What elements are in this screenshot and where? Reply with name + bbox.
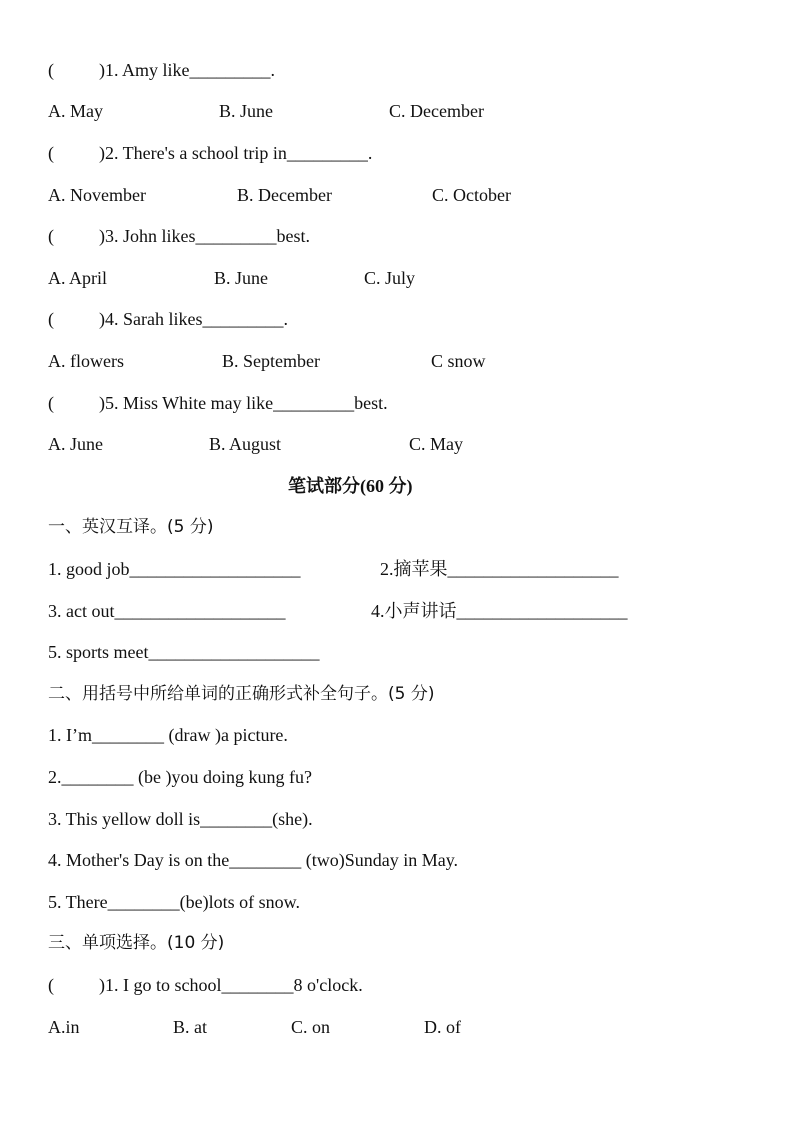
- section-1-heading: 一、英汉互译。(5 分): [48, 517, 214, 537]
- question-3-stem: ( )3. John likes_________best.: [48, 226, 310, 246]
- question-5-option-b: B. August: [209, 434, 282, 454]
- question-4-option-a: A. flowers: [48, 351, 124, 371]
- section-3-question-1-option-a: A.in: [48, 1017, 80, 1037]
- section-3-question-1-option-b: B. at: [173, 1017, 207, 1037]
- question-2-stem: ( )2. There's a school trip in_________.: [48, 143, 373, 163]
- question-5-stem: ( )5. Miss White may like_________best.: [48, 393, 388, 413]
- question-2-option-c: C. October: [432, 185, 511, 205]
- section-3-question-1-option-d: D. of: [424, 1017, 461, 1037]
- question-1-stem: ( )1. Amy like_________.: [48, 60, 275, 80]
- question-4-option-c: C snow: [431, 351, 486, 371]
- section-2-heading: 二、用括号中所给单词的正确形式补全句子。(5 分): [48, 684, 435, 704]
- section-3-question-1-stem: ( )1. I go to school________8 o'clock.: [48, 975, 363, 995]
- question-1-option-b: B. June: [219, 101, 273, 121]
- question-5-option-c: C. May: [409, 434, 463, 454]
- section-2-item-4: 4. Mother's Day is on the________ (two)Sunday in May.: [48, 850, 459, 870]
- question-4-stem: ( )4. Sarah likes_________.: [48, 309, 288, 329]
- section-1-item-3: 3. act out___________________: [48, 601, 286, 621]
- section-2-item-5: 5. There________(be)lots of snow.: [48, 892, 300, 912]
- section-1-item-5: 5. sports meet___________________: [48, 642, 320, 662]
- question-4-option-b: B. September: [222, 351, 320, 371]
- question-3-option-c: C. July: [364, 268, 416, 288]
- section-1-item-1: 1. good job___________________: [48, 559, 301, 579]
- question-5-option-a: A. June: [48, 434, 103, 454]
- section-2-item-1: 1. I’m________ (draw )a picture.: [48, 725, 288, 745]
- question-2-option-b: B. December: [237, 185, 332, 205]
- section-1-item-4: 4.小声讲话___________________: [371, 601, 628, 621]
- section-3-heading: 三、单项选择。(10 分): [48, 933, 225, 953]
- question-3-option-a: A. April: [48, 268, 108, 288]
- question-3-option-b: B. June: [214, 268, 268, 288]
- section-2-item-2: 2.________ (be )you doing kung fu?: [48, 767, 312, 787]
- question-2-option-a: A. November: [48, 185, 146, 205]
- section-2-item-3: 3. This yellow doll is________(she).: [48, 809, 313, 829]
- written-part-title: 笔试部分(60 分): [288, 476, 413, 496]
- question-1-option-c: C. December: [389, 101, 484, 121]
- section-1-item-2: 2.摘苹果___________________: [380, 559, 619, 579]
- section-3-question-1-option-c: C. on: [291, 1017, 331, 1037]
- question-1-option-a: A. May: [48, 101, 103, 121]
